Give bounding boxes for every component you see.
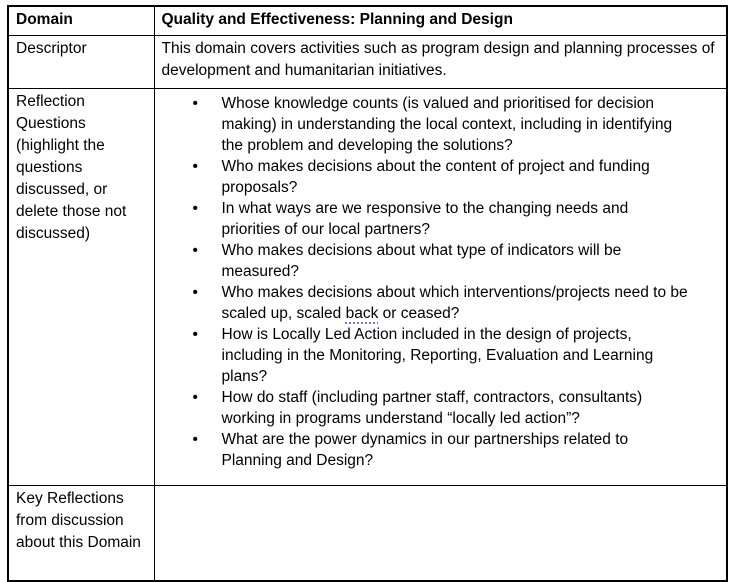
question-text: Who makes decisions about what type of indicators will be measured?: [221, 242, 622, 280]
reflection-template-table: [7, 5, 728, 582]
question-text: How is Locally Led Action included in the design of projects, including in the Monitoring, Reporting, Evaluation and Learning plans?: [221, 326, 654, 385]
reflection-questions-label-cell[interactable]: Reflection Questions (highlight the questions discussed, or delete those not discussed): [8, 89, 154, 486]
question-item: [193, 156, 691, 198]
question-item: [193, 324, 691, 387]
key-reflections-label-cell[interactable]: Key Reflections from discussion about this Domain: [8, 486, 154, 582]
domain-label-cell[interactable]: Domain: [8, 6, 154, 36]
question-item: [193, 240, 691, 282]
question-text: What are the power dynamics in our partnerships related to Planning and Design?: [221, 431, 629, 469]
questions-list: [193, 93, 691, 471]
reflection-questions-cell[interactable]: [154, 89, 727, 486]
question-item: [193, 282, 691, 324]
question-text: Whose knowledge counts (is valued and prioritised for decision making) in understanding the local context, including in identifying the problem and developing the solutions?: [221, 95, 673, 154]
question-text: Who makes decisions about the content of project and funding proposals?: [221, 158, 650, 196]
question-text: or ceased?: [378, 305, 460, 322]
question-item: [193, 387, 691, 429]
table-row-reflection-questions: [8, 89, 727, 486]
key-reflections-value-cell[interactable]: [154, 486, 727, 582]
descriptor-label-cell[interactable]: Descriptor: [8, 36, 154, 89]
question-text: Who makes decisions about which interventions/projects need to be scaled up, scaled: [221, 284, 688, 322]
question-item: [193, 429, 691, 471]
domain-value-cell[interactable]: Quality and Effectiveness: Planning and Design: [154, 6, 727, 36]
table-row-domain: [8, 6, 727, 36]
proofing-underlined-word: back: [345, 305, 379, 322]
descriptor-value-cell[interactable]: This domain covers activities such as program design and planning processes of development and humanitarian initiatives.: [154, 36, 727, 89]
question-text: In what ways are we responsive to the changing needs and priorities of our local partners?: [221, 200, 629, 238]
question-item: [193, 93, 691, 156]
table-row-descriptor: [8, 36, 727, 89]
table-row-key-reflections: [8, 486, 727, 582]
question-item: [193, 198, 691, 240]
question-text: How do staff (including partner staff, contractors, consultants) working in programs understand “locally led action”?: [221, 389, 643, 427]
